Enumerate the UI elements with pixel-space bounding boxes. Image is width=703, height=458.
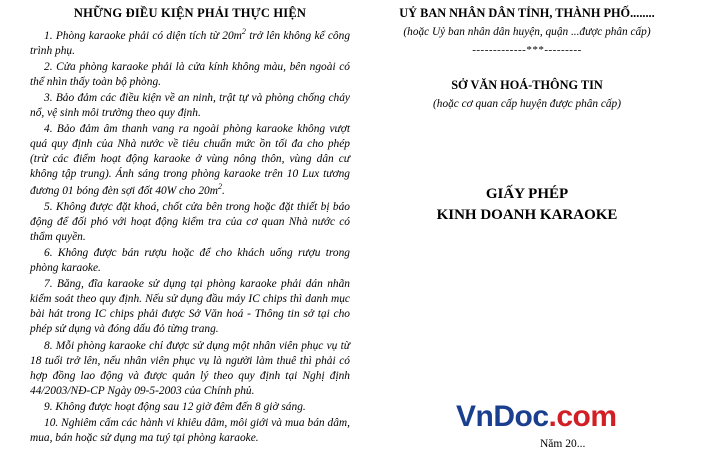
issuing-authority: UỶ BAN NHÂN DÂN TỈNH, THÀNH PHỐ........ bbox=[399, 6, 655, 20]
watermark-logo bbox=[456, 400, 617, 434]
permit-title-line2: KINH DOANH KARAOKE bbox=[436, 207, 618, 223]
watermark-doc: Doc bbox=[493, 400, 549, 433]
watermark-vn: Vn bbox=[456, 400, 494, 433]
clause-item: 1. Phòng karaoke phải có diện tích từ $20m^2$ trở lên không kể công trình phụ. bbox=[30, 27, 351, 57]
decorative-divider: -------------***--------- bbox=[472, 44, 582, 56]
clause-item: 9. Không được hoạt động sau 12 giờ đêm đến 8 giờ sáng. bbox=[44, 400, 306, 413]
left-column bbox=[30, 6, 350, 447]
permit-heading bbox=[372, 186, 682, 224]
watermark-dot: . bbox=[548, 400, 557, 433]
permit-title-line1: GIẤY PHÉP bbox=[485, 186, 569, 202]
clause-item: 4. Bảo đảm âm thanh vang ra ngoài phòng karaoke không vượt quá quy định của Nhà nước về tiêu chuẩn mức ồn tối đa cho phép (trừ các điểm hoạt động karaoke ở vùng nông thôn, vùng dân cư không tập trung). Ánh sáng trong phòng karaoke trên 10 Lux tương đương 01 bóng đèn sợi đốt 40W cho $20m^2$. bbox=[30, 123, 350, 198]
clause-item: 2. Cửa phòng karaoke phải là cửa kính không màu, bên ngoài có thể nhìn thấy toàn bộ phòng. bbox=[30, 60, 350, 88]
clause-item: 8. Mỗi phòng karaoke chỉ được sử dụng một nhân viên phục vụ từ 18 tuổi trở lên, nếu nhân viên phục vụ là người làm thuê thì phải có hợp đồng lao động và được quản lý theo quy định tại Nghị định 44/2003/NĐ-CP Ngày 09-5-2003 của Chính phủ. bbox=[30, 339, 350, 397]
watermark-com: com bbox=[556, 400, 617, 433]
issuing-authority-note: (hoặc Uỷ ban nhân dân huyện, quận ...được phân cấp) bbox=[403, 26, 651, 38]
page-title: NHỮNG ĐIỀU KIỆN PHẢI THỰC HIỆN bbox=[73, 6, 307, 20]
year-field: Năm 20... bbox=[540, 438, 586, 450]
clause-item: 3. Bảo đảm các điều kiện về an ninh, trật tự và phòng chống cháy nổ, vệ sinh môi trường theo quy định. bbox=[30, 91, 350, 120]
department-name: SỞ VĂN HOÁ-THÔNG TIN bbox=[451, 78, 603, 92]
clause-item: 5. Không được đặt khoá, chốt cửa bên trong hoặc đặt thiết bị báo động để đối phó với hoạt động kiểm tra của cơ quan Nhà nước có thẩm quyền. bbox=[30, 201, 350, 244]
clause-item: 10. Nghiêm cấm các hành vi khiêu dâm, môi giới và mua bán dâm, mua, bán hoặc sử dụng ma tuý tại phòng karaoke. bbox=[30, 416, 350, 444]
clause-item: 6. Không được bán rượu hoặc để cho khách uống rượu trong phòng karaoke. bbox=[30, 247, 350, 275]
department-note: (hoặc cơ quan cấp huyện được phân cấp) bbox=[433, 98, 621, 110]
right-column bbox=[372, 6, 682, 224]
clause-item: 7. Băng, đĩa karaoke sử dụng tại phòng karaoke phải dán nhãn kiểm soát theo quy định. Nếu sử dụng đầu máy IC chips thì danh mục bài hát trong IC chips phải được Sở Văn hoá - Thông tin sở tại cho phép sử dụng và đóng dấu đỏ từng trang. bbox=[30, 278, 350, 336]
